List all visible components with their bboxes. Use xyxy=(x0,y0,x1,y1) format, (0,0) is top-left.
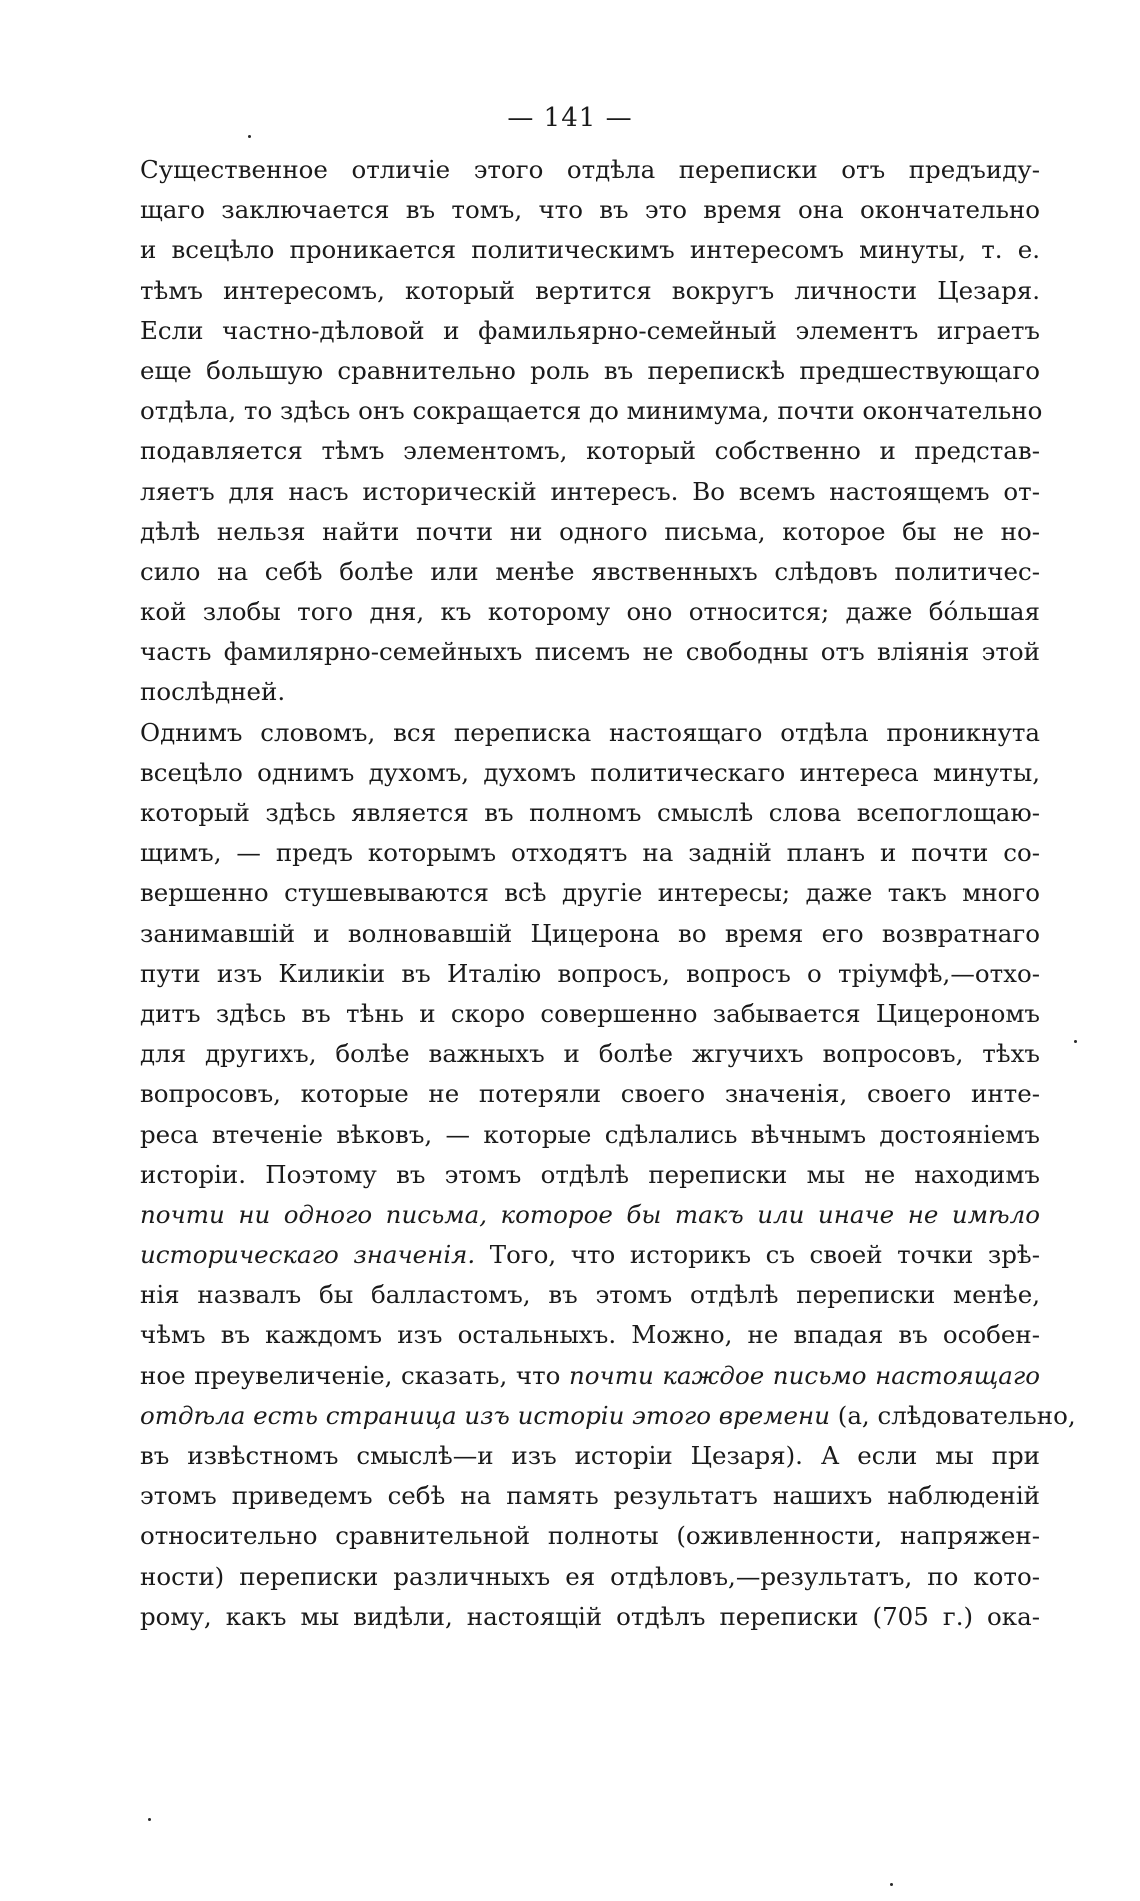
text-line: Однимъ словомъ, вся переписка настоящаго отдѣла проникнута xyxy=(140,717,1040,747)
text-line: ности) переписки различныхъ ея отдѣловъ,—результатъ, по кото- xyxy=(140,1561,1040,1591)
text-line: для другихъ, болѣе важныхъ и болѣе жгучихъ вопросовъ, тѣхъ xyxy=(140,1039,1040,1069)
text-line xyxy=(140,1235,1040,1275)
text-line: пути изъ Киликіи въ Италію вопросъ, вопросъ о тріумфѣ,—отхо- xyxy=(140,958,1040,988)
body-text xyxy=(140,150,1076,1637)
text-line: исторіи. Поэтому въ этомъ отдѣлѣ переписки мы не находимъ xyxy=(140,1159,1040,1189)
text-line: этомъ приведемъ себѣ на память результатъ нашихъ наблюденій xyxy=(140,1481,1040,1511)
text-line: реса втеченіе вѣковъ, — которые сдѣлались вѣчнымъ достояніемъ xyxy=(140,1119,1040,1149)
text-line: который здѣсь является въ полномъ смыслѣ слова всепоглощаю- xyxy=(140,798,1040,827)
text-fragment: (а, слѣдовательно, xyxy=(829,1400,1076,1430)
text-line: всецѣло однимъ духомъ, духомъ политическаго интереса минуты, xyxy=(140,757,1040,787)
text-line: ляетъ для насъ историческій интересъ. Во всемъ настоящемъ от- xyxy=(140,476,1040,506)
page-number: — 141 — xyxy=(507,103,633,133)
text-line: Если частно-дѣловой и фамильярно-семейный элементъ играетъ xyxy=(140,315,1040,345)
text-line: отдѣла, то здѣсь онъ сокращается до минимума, почти окончательно xyxy=(140,396,1043,426)
text-line: нія назвалъ бы балластомъ, въ этомъ отдѣлѣ переписки менѣе, xyxy=(140,1280,1040,1310)
text-line: сило на себѣ болѣе или менѣе явственныхъ слѣдовъ политичес- xyxy=(140,556,1040,586)
text-line: щаго заключается въ томъ, что въ это время она окончательно xyxy=(140,195,1040,225)
italic-text: отдѣла есть страница изъ исторіи этого времени xyxy=(140,1400,830,1430)
text-line: еще большую сравнительно роль въ перепискѣ предшествующаго xyxy=(140,355,1040,385)
text-fragment: Того, что историкъ съ своей точки зрѣ- xyxy=(475,1240,1040,1270)
text-line: чѣмъ въ каждомъ изъ остальныхъ. Можно, не впадая въ особен- xyxy=(140,1320,1040,1350)
italic-text: почти ни одного письма, которое бы такъ или иначе не имѣло xyxy=(140,1199,1040,1229)
text-line: и всецѣло проникается политическимъ интересомъ минуты, т. е. xyxy=(140,235,1040,265)
text-line: вершенно стушевываются всѣ другіе интересы; даже такъ много xyxy=(140,878,1040,908)
text-line: занимавшій и волновавшій Цицерона во время его возвратнаго xyxy=(140,918,1040,948)
text-line: подавляется тѣмъ элементомъ, который собственно и представ- xyxy=(140,436,1040,466)
text-line: часть фамилярно-семейныхъ писемъ не свободны отъ вліянія этой xyxy=(140,637,1040,667)
text-fragment: ное преувеличеніе, сказать, что xyxy=(140,1360,569,1390)
ink-speck xyxy=(890,1883,893,1886)
text-line xyxy=(140,1195,1040,1235)
text-line: вопросовъ, которые не потеряли своего значенія, своего инте- xyxy=(140,1079,1040,1109)
text-line xyxy=(140,1396,1076,1436)
text-line: щимъ, — предъ которымъ отходятъ на задній планъ и почти со- xyxy=(140,838,1040,868)
text-line xyxy=(140,1356,1040,1396)
text-line: Существенное отличіе этого отдѣла переписки отъ предъиду- xyxy=(140,155,1040,184)
text-line: тѣмъ интересомъ, который вертится вокругъ личности Цезаря. xyxy=(140,275,1040,305)
ink-speck xyxy=(248,135,251,138)
text-line: въ извѣстномъ смыслѣ—и изъ исторіи Цезаря). А если мы при xyxy=(140,1441,1040,1470)
italic-text: историческаго значенія. xyxy=(140,1240,476,1270)
text-line: кой злобы того дня, къ которому оно относится; даже бо́льшая xyxy=(140,597,1040,627)
ink-speck xyxy=(1074,1040,1077,1043)
text-line: дитъ здѣсь въ тѣнь и скоро совершенно забывается Цицерономъ xyxy=(140,998,1040,1028)
text-line: дѣлѣ нельзя найти почти ни одного письма, которое бы не но- xyxy=(140,516,1040,546)
ink-speck xyxy=(148,1818,151,1821)
text-line: относительно сравнительной полноты (оживленности, напряжен- xyxy=(140,1521,1040,1551)
text-line: рому, какъ мы видѣли, настоящій отдѣлъ переписки (705 г.) ока- xyxy=(140,1601,1040,1631)
italic-text: почти каждое письмо настоящаго xyxy=(568,1360,1040,1390)
text-line: послѣдней. xyxy=(140,677,286,707)
